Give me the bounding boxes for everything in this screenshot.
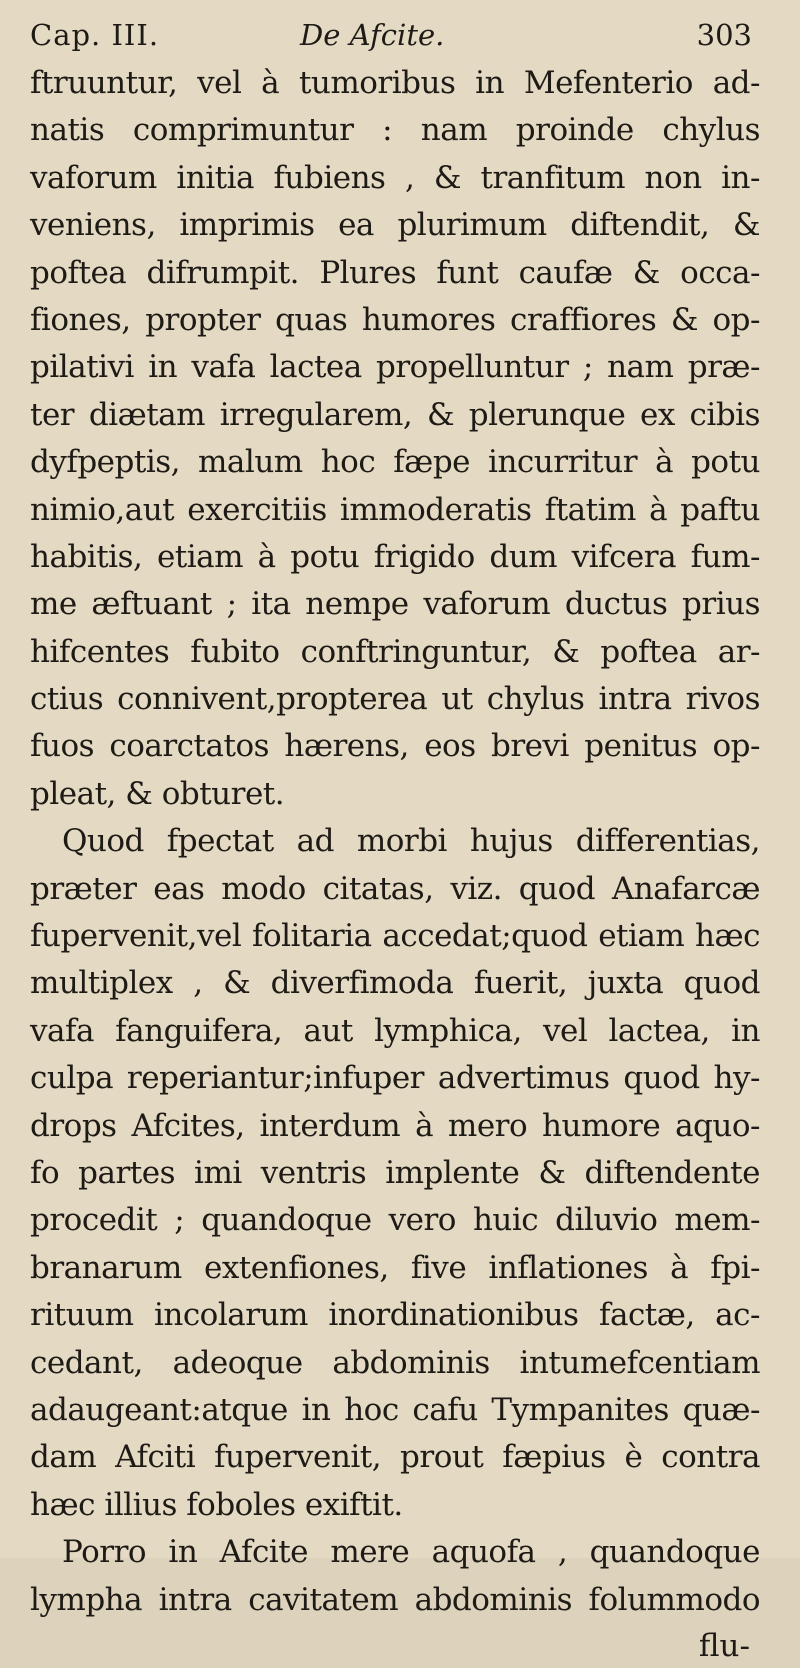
text-line: cedant, adeoque abdominis intumefcentiam xyxy=(30,1344,760,1381)
text-line: ftruuntur, vel à tumoribus in Mefenterio ad- xyxy=(30,65,760,101)
text-line: drops Afcites, interdum à mero humore aquo- xyxy=(30,1107,760,1144)
text-line: branarum extenfiones, five inflationes à fpi- xyxy=(30,1249,760,1286)
text-line: fuos coarctatos hærens, eos brevi penitus op- xyxy=(30,728,760,765)
text-line: veniens, imprimis ea plurimum diftendit, & xyxy=(30,207,760,244)
text-line: poftea difrumpit. Plures funt caufæ & occa- xyxy=(30,254,760,291)
text-line: fo partes imi ventris implente & diftendente xyxy=(30,1154,760,1191)
text-line: natis comprimuntur : nam proinde chylus xyxy=(30,112,760,149)
text-line: multiplex , & diverfimoda fuerit, juxta quod xyxy=(30,965,760,1002)
catchword: flu- xyxy=(698,1627,750,1664)
text-line: Quod fpectat ad morbi hujus differentias, xyxy=(62,823,760,860)
text-line: rituum incolarum inordinationibus factæ, ac- xyxy=(30,1297,760,1334)
text-line: ter diætam irregularem, & plerunque ex cibis xyxy=(30,396,760,433)
text-line: lympha intra cavitatem abdominis folummodo xyxy=(30,1581,760,1618)
text-line: me æftuant ; ita nempe vaforum ductus prius xyxy=(30,586,760,623)
text-line: nimio,aut exercitiis immoderatis ftatim à paftu xyxy=(30,491,760,528)
text-line: Porro in Afcite mere aquofa , quandoque xyxy=(62,1534,760,1571)
text-line: hifcentes fubito conftringuntur, & poftea ar- xyxy=(30,633,760,670)
text-line: præter eas modo citatas, viz. quod Anafarcæ xyxy=(30,870,760,907)
text-line: habitis, etiam à potu frigido dum vifcera fum- xyxy=(30,538,760,575)
text-line: pleat, & obturet. xyxy=(30,775,285,812)
text-line: culpa reperiantur;infuper advertimus quod hy- xyxy=(30,1060,760,1097)
text-line: dam Afciti fupervenit, prout fæpius è contra xyxy=(30,1439,760,1476)
text-line: vafa fanguifera, aut lymphica, vel lactea, in xyxy=(30,1012,760,1049)
text-line: hæc illius foboles exiftit. xyxy=(30,1486,403,1523)
page-number: 303 xyxy=(696,18,752,52)
chapter-heading: Cap. III. xyxy=(30,18,160,52)
body-text xyxy=(30,60,760,1624)
text-line: fupervenit,vel folitaria accedat;quod etiam hæc xyxy=(30,918,760,955)
running-header xyxy=(30,18,760,58)
text-line: fiones, propter quas humores craffiores & op- xyxy=(30,301,760,338)
text-line: procedit ; quandoque vero huic diluvio mem- xyxy=(30,1202,760,1239)
text-line: vaforum initia fubiens , & tranfitum non in- xyxy=(30,159,760,196)
running-title: De Afcite. xyxy=(300,18,445,52)
text-line: pilativi in vafa lactea propelluntur ; nam præ- xyxy=(30,349,760,386)
text-line: ctius connivent,propterea ut chylus intra rivos xyxy=(30,681,760,718)
text-line: adaugeant:atque in hoc cafu Tympanites quæ- xyxy=(30,1391,760,1428)
text-line: dyfpeptis, malum hoc fæpe incurritur à potu xyxy=(30,444,760,481)
